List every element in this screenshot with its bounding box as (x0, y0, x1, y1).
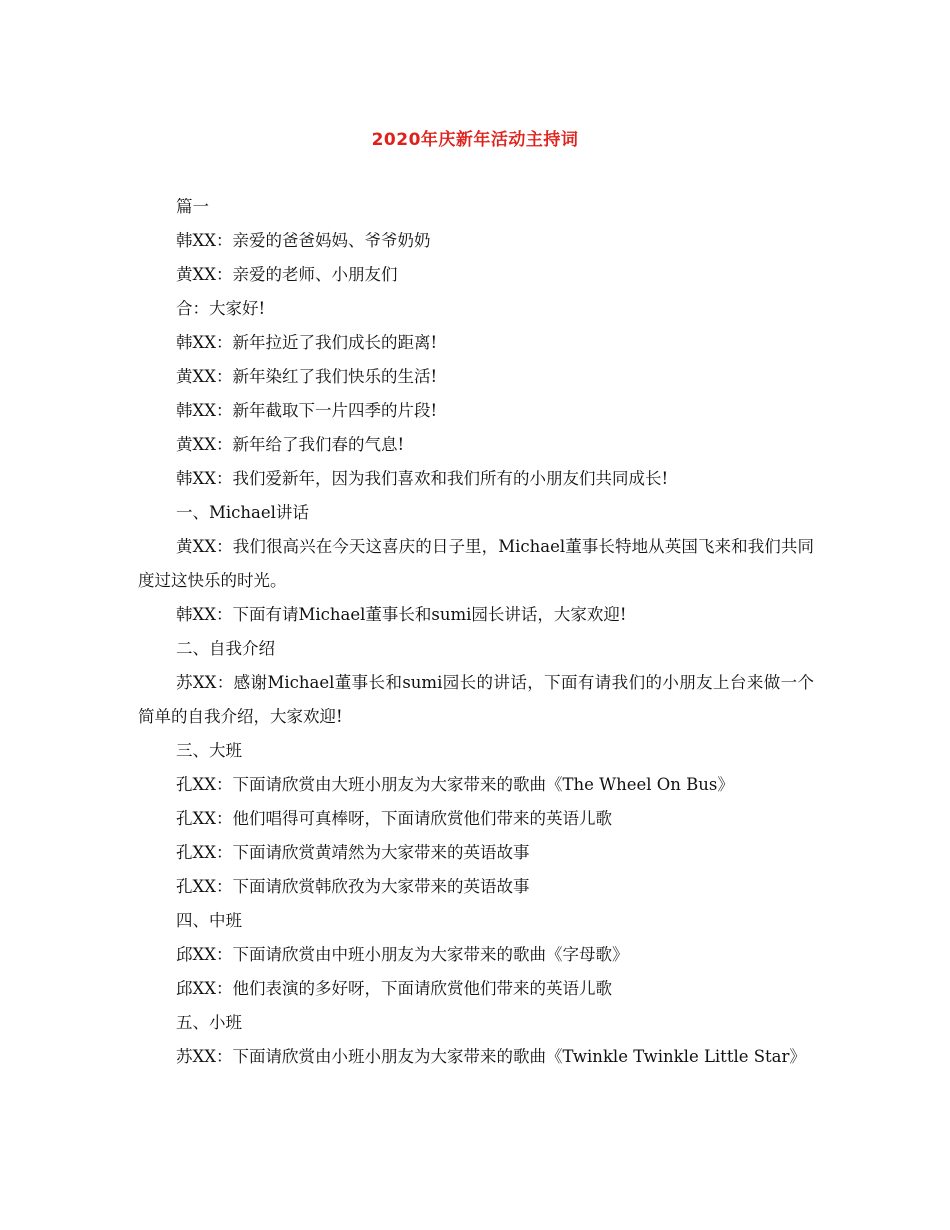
paragraph-section-heading: 二、自我介绍 (176, 639, 275, 658)
document-title: 2020年庆新年活动主持词 (371, 130, 579, 150)
paragraph-dialogue: 苏XX：感谢Michael董事长和sumi园长的讲话，下面有请我们的小朋友上台来做一个简单的自我介绍，大家欢迎! (138, 673, 814, 726)
paragraph-dialogue: 合：大家好! (176, 299, 266, 318)
paragraph-dialogue: 韩XX：下面有请Michael董事长和sumi园长讲话，大家欢迎! (176, 605, 627, 624)
paragraph-dialogue: 韩XX：我们爱新年，因为我们喜欢和我们所有的小朋友们共同成长! (176, 469, 669, 488)
paragraph-section-heading: 三、大班 (176, 741, 242, 760)
paragraph-section-heading: 四、中班 (176, 911, 242, 930)
paragraph-dialogue: 韩XX：新年拉近了我们成长的距离! (176, 333, 438, 352)
paragraph-dialogue: 黄XX：我们很高兴在今天这喜庆的日子里，Michael董事长特地从英国飞来和我们共同度过这快乐的时光。 (138, 537, 814, 590)
paragraph-dialogue: 孔XX：他们唱得可真棒呀，下面请欣赏他们带来的英语儿歌 (176, 809, 612, 828)
paragraph-section-heading: 篇一 (176, 197, 209, 216)
paragraph-dialogue: 孔XX：下面请欣赏黄靖然为大家带来的英语故事 (176, 843, 530, 862)
paragraph-section-heading: 一、Michael讲话 (176, 503, 309, 522)
paragraph-dialogue: 韩XX：亲爱的爸爸妈妈、爷爷奶奶 (176, 231, 431, 250)
paragraph-dialogue: 黄XX：新年染红了我们快乐的生活! (176, 367, 438, 386)
paragraph-dialogue: 韩XX：新年截取下一片四季的片段! (176, 401, 438, 420)
paragraph-dialogue: 孔XX：下面请欣赏韩欣孜为大家带来的英语故事 (176, 877, 530, 896)
paragraph-dialogue: 黄XX：新年给了我们春的气息! (176, 435, 405, 454)
paragraph-dialogue: 黄XX：亲爱的老师、小朋友们 (176, 265, 398, 284)
paragraph-section-heading: 五、小班 (176, 1013, 242, 1032)
document-body (138, 190, 814, 1074)
paragraph-dialogue: 邱XX：下面请欣赏由中班小朋友为大家带来的歌曲《字母歌》 (176, 945, 629, 964)
paragraph-dialogue: 孔XX：下面请欣赏由大班小朋友为大家带来的歌曲《The Wheel On Bus》 (176, 775, 734, 794)
paragraph-dialogue: 邱XX：他们表演的多好呀，下面请欣赏他们带来的英语儿歌 (176, 979, 612, 998)
paragraph-dialogue: 苏XX：下面请欣赏由小班小朋友为大家带来的歌曲《Twinkle Twinkle Little Star》 (176, 1047, 806, 1066)
